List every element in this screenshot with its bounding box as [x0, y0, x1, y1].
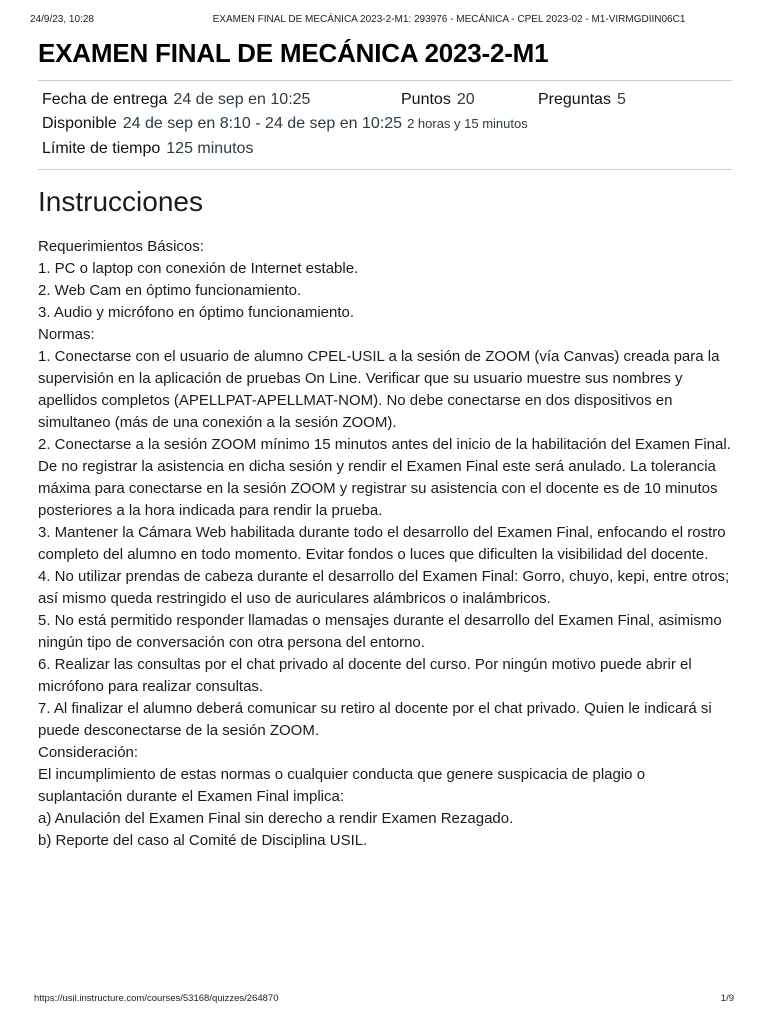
instruction-line: apellidos completos (APELLPAT-APELLMAT-NOM). No debe conectarse en dos dispositivos en simultaneo (más de una conexión a la sesión ZOOM). — [38, 392, 673, 431]
print-header — [30, 14, 738, 25]
time-limit-label: Límite de tiempo — [42, 140, 161, 157]
instruction-line: 4. No utilizar prendas de cabeza durante el desarrollo del Examen Final: Gorro, chuyo, kepi, entre otros; así mismo queda restringido el uso de auriculares alámbricos o inalámbricos. — [38, 568, 730, 607]
instruction-line: 6. Realizar las consultas por el chat privado al docente del curso. Por ningún motivo puede abrir el micrófono para realizar consultas. — [38, 656, 692, 695]
available-label: Disponible — [42, 115, 117, 132]
divider — [38, 169, 732, 170]
print-datetime: 24/9/23, 10:28 — [30, 14, 94, 25]
instruction-line: El incumplimiento de estas normas o cualquier conducta que genere suspicacia de plagio o suplantación durante el Examen Final implica: — [38, 766, 646, 805]
due-date-row — [42, 91, 310, 109]
time-limit-value: 125 minutos — [166, 140, 254, 157]
instruction-line: a) Anulación del Examen Final sin derecho a rendir Examen Rezagado. — [38, 810, 514, 827]
instruction-line: 5. No está permitido responder llamadas o mensajes durante el desarrollo del Examen Final, asimismo ningún tipo de conversación con otra persona del entorno. — [38, 612, 722, 651]
instruction-line: Consideración: — [38, 744, 139, 761]
print-footer — [34, 993, 734, 1004]
due-date-value: 24 de sep en 10:25 — [173, 91, 311, 108]
available-value: 24 de sep en 8:10 - 24 de sep en 10:25 — [122, 115, 403, 132]
print-url: https://usil.instructure.com/courses/53168/quizzes/264870 — [34, 993, 279, 1004]
instruction-line: Requerimientos Básicos: — [38, 238, 204, 255]
instruction-line: 7. Al finalizar el alumno deberá comunicar su retiro al docente por el chat privado. Quien le indicará si puede desconectarse de la sesión ZOOM. — [38, 700, 712, 739]
instruction-line: Normas: — [38, 326, 95, 343]
instruction-line: b) Reporte del caso al Comité de Disciplina USIL. — [38, 832, 368, 849]
due-date-label: Fecha de entrega — [42, 91, 168, 108]
instruction-line: 2. Conectarse a la sesión ZOOM mínimo 15 minutos antes del inicio de la habilitación del Examen Final. De no registrar la asistencia en dicha sesión y rendir el Examen Final este será anulado. La tolerancia máxima para conectarse en la sesión ZOOM y registrar su asistencia con el docente es de 10 minutos posteriores a la hora indicada para rendir la prueba. — [38, 436, 731, 519]
instruction-line: 1. Conectarse con el usuario de alumno CPEL-USIL a la sesión de ZOOM (vía Canvas) creada para la supervisión en la aplicación de pruebas On Line. Verificar que su usuario muestre sus nombres y — [38, 348, 720, 387]
instructions-body — [38, 236, 732, 852]
print-document-title: EXAMEN FINAL DE MECÁNICA 2023-2-M1: 293976 - MECÁNICA - CPEL 2023-02 - M1-VIRMGDIIN06C1 — [212, 14, 686, 25]
instruction-line: 3. Audio y micrófono en óptimo funcionamiento. — [38, 304, 355, 321]
instruction-line: 3. Mantener la Cámara Web habilitada durante todo el desarrollo del Examen Final, enfocando el rostro completo del alumno en todo momento. Evitar fondos o luces que dificulten la visibilidad del docente. — [38, 524, 726, 563]
page-number: 1/9 — [720, 993, 734, 1004]
instruction-line: 1. PC o laptop con conexión de Internet estable. — [38, 260, 359, 277]
page-title: EXAMEN FINAL DE MECÁNICA 2023-2-M1 — [38, 38, 549, 68]
instructions-heading: Instrucciones — [38, 186, 203, 217]
points-label: Puntos — [401, 91, 451, 108]
questions-row — [538, 91, 626, 109]
available-duration: 2 horas y 15 minutos — [407, 116, 528, 131]
divider — [38, 80, 732, 81]
time-limit-row — [42, 140, 253, 158]
points-row — [401, 91, 475, 109]
instruction-line: 2. Web Cam en óptimo funcionamiento. — [38, 282, 302, 299]
available-row — [42, 115, 528, 133]
points-value: 20 — [456, 91, 475, 108]
questions-value: 5 — [616, 91, 626, 108]
questions-label: Preguntas — [538, 91, 611, 108]
